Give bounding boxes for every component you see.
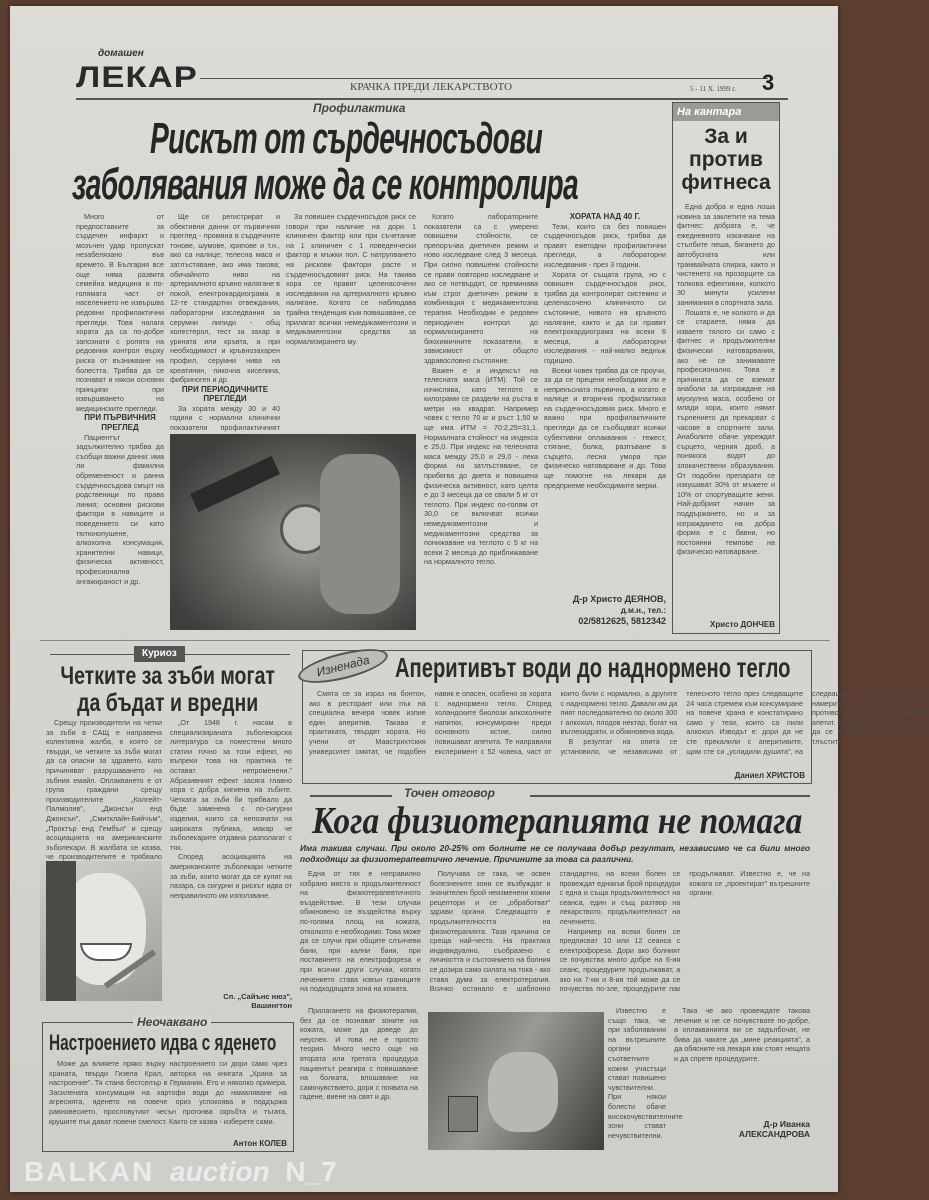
- patient-shape: [488, 1052, 558, 1132]
- issue-date: 5 - 11 X. 1999 г.: [690, 85, 736, 93]
- newspaper-page: [10, 6, 929, 1192]
- physio-headline: Кога физиотерапията не помага: [312, 800, 803, 842]
- kurioz-label: Куриоз: [134, 646, 185, 662]
- paragraph: Всеки човек трябва да се проучи, за да се прецени необходима ли е непрекъсната първична, а когато е налице и вторична профилактика на сърдечносъдовия риск. Много е важно при профилактичните прегледи да се съобщават всички субективни оплаквания - тежест, стягане, болка, разпъване в сърцето, лесна умора при физическо натоварване и др. Това ще помогне на лекаря да предприеме необходимите мерки.: [544, 365, 666, 490]
- paragraph: Получава се така, че освен болезнените зони се възбуждат и значителен брой неизменени кожни рецептори и се „обработват" здрави органи. Следващото е продължителността на физиотерапията. Тази причина се среща най-често. На практика индивидуално, съобразено с личността и състоянието на болния се дозира само силата на тока - ако става дума за електротерапия. Всичко останало е шаблонно стандартно, на всеки болен се провеждат еднакъв брой процедури с една и съща продължителност на сеанса, един и същ разтвор на лекарството, продължителност на лечението.: [429, 869, 681, 994]
- paragraph: Една добра и една лоша новина за заклетите на тема фитнес: добрата е, че ежедневното изкачване на стълбите пеша, бягането до автобусната или трамвайната спирка, както и чистенето на прозорците са толкова ефективни, колкото 30 минути усилени занимания в спортната зала.: [677, 202, 775, 307]
- headline-line: да бъдат и вредни: [77, 689, 259, 717]
- paragraph: „От 1948 г. насам в специализираната зъболекарска литература са поместени много статии точно за този ефект, но въпреки това на практика те остават непроменени." Абразивният ефект засяга главно хора с добра хигиена на зъбите. Четката за зъби би трябвало да бъде заменена с по-сигурни изделия, които са непознати на широката публика, макар че зъболекарите отдавна разполагат с тях.: [170, 718, 292, 852]
- newspaper-logo: ЛЕКАР: [76, 61, 198, 94]
- mood-food-box: [42, 1015, 294, 1152]
- byline-city: Вашингтон: [251, 1001, 292, 1010]
- paragraph: Може да влияете пряко върху настроението си дори само чрез храната, твърди Гизела Крал, авторка на книгата „Храна за настроение". Тя стана бестселър в Германия. Ето и няколко примера. Засилената консумация на картофи води до намаляване на агресията, яденето на повече ориз успокоява и поддържа равновесието, прословутият чесън прогонва скръбта и тъгата, крушите пък дават повече смелост. Както се казва - изберете сами.: [49, 1059, 287, 1126]
- paragraph: Според асоциацията на американските зъболекари четките за зъби, които могат да се купят на пазара, са сигурни и рискът идва от неправилното им използване.: [170, 852, 292, 900]
- main-article-column-5: [544, 212, 666, 572]
- headline-line: Четките за зъби могат: [60, 662, 275, 690]
- masthead-tagline: КРАЧКА ПРЕДИ ЛЕКАРСТВОТО: [350, 81, 513, 93]
- physio-column-1-bottom: [300, 1006, 418, 1142]
- paragraph: В резултат на опита се установило, че независимо от телесното тегло през следващите 24 часа стремеж към консумиране на повече храна е констатирано само у тези, които са пили алкохол. Изводът е: дори да не сте прекалили с аперитивите, щом сте си „усладили душата", на следващия ден трябва да намерите и воля да се противопоставите на повишения апетит. Иначе има опасност скоро да се наредите в кохортата на тлъстите.: [560, 689, 929, 756]
- paragraph: Срещу производители на четки за зъби в САЩ е направена колективна жалба, в която се твърди, че четките за зъби могат да са опасни за здравето, като причиняват разрушаването на зъбния емайл. Оплакването е от група граждани срещу производителите „Колгейт-Палмолив", „Джонсън енд Джонсън", „Смитклайн-Бийчъм", „Проктър енд Гембъл" и срещу асоциацията на американските зъболекари. В жалбата се казва, че производителите е трябвало: [46, 718, 162, 862]
- masthead-rule-bottom: [76, 98, 788, 100]
- byline-author: АЛЕКСАНДРОВА: [738, 1129, 810, 1139]
- paragraph: За хората между 30 и 40 години с нормални клинични показатели профилактичният: [170, 403, 280, 433]
- physio-deck: Има такива случаи. При около 20-25% от болните не се получава добър резултат, независимо че са били много подходящи за физиотерапевтично лечение. Причините за това са различни.: [300, 843, 810, 864]
- arm-shape: [320, 454, 400, 614]
- paragraph: Хората от същата група, но с повишен сърдечносъдов риск, трябва да контролират системно и целенасочено клиничното си състояние, нивото на кръвното налягане, както и да си правят електрокардиограма на всеки 6 месеца, а лабораторни изследвания - най-малко веднъж годишно.: [544, 269, 666, 365]
- sidebar-byline: Христо ДОНЧЕВ: [710, 620, 775, 629]
- sidebar-title-line: фитнеса: [681, 171, 771, 194]
- watermark-line: N_7: [285, 1156, 337, 1187]
- byline-source: Сп. „Сайънс нюз",: [223, 992, 292, 1001]
- byline-phone: 02/5812625, 5812342: [578, 616, 666, 626]
- physio-byline: [674, 1119, 810, 1139]
- page-number: 3: [762, 70, 775, 95]
- subhead: ПРИ ПЕРИОДИЧНИТЕ ПРЕГЛЕДИ: [181, 384, 269, 404]
- aperitif-box: [302, 650, 929, 784]
- subhead: ХОРАТА НАД 40 Г.: [569, 212, 641, 221]
- main-article-kicker: Профилактика: [313, 101, 406, 115]
- byline-title: д.м.н., тел.:: [620, 606, 666, 615]
- cuff-tube-shape: [190, 456, 280, 512]
- kicker-rule-left: [310, 795, 392, 797]
- main-article-column-3: [286, 212, 416, 430]
- physio-body-top: [300, 869, 810, 1003]
- watermark-line: auction: [170, 1156, 270, 1187]
- sidebar-body: [677, 202, 775, 592]
- kicker-rule-right: [530, 795, 810, 797]
- aperitif-headline: Аперитивът води до наднормено тегло: [395, 652, 791, 683]
- paragraph: Лошата е, че колкото и да се стараете, няма да изваете тялото си само с фитнес и продължителни физически натоварвания, ако не се занимавате професионално. Това е причината да се вземат анаболи за изграждане на мускулна маса, особено от млади хора, които нямат търпението да прекарват с часове в спортните зали. Анаболите обаче увреждат сърцето, черния дроб, а понякога водят до злокачествени образувания. От подобни препарати се изкушават 30% от мъжете и 10% от спортуващите жени. Най-добрият начин за поддържането, но и за изграждането на добра форма е с бавни, но постоянни темпове на физическо натоварване.: [677, 307, 775, 557]
- paragraph: Ще се регистрират и обективни данни от първичния преглед - промяна в сърдечните тонове, шумове, хрипове и т.н., ако са налице; телесна маса и затлъстяване, ако има такова; обичайното ниво на артериалното кръвно налягане в покой, електрокардиограма в 12-те стандартни отвеждания, лабораторни изследвания за серумни липиди - общ холестерол, тест за захар в урината или кръвта, а при необходимост и кръвнозахарен профил, серумни нива на креатинин, пикочна киселина, фибриноген и др.: [170, 212, 280, 385]
- logo-subtitle: домашен: [98, 48, 144, 59]
- kurioz-byline: [170, 992, 292, 1010]
- neochakvano-headline: Настроението идва с яденето: [49, 1030, 277, 1055]
- hair-shape: [46, 861, 76, 1001]
- paragraph: Тези, които са без повишен сърдечносъдов риск, трябва да правят ежегодни профилактични прегледи, а лабораторни изследвания - през 3 години.: [544, 221, 666, 269]
- neochakvano-body: [49, 1059, 287, 1131]
- smiling-woman-photo: [40, 861, 162, 1001]
- physiotherapy-photo: [428, 1012, 604, 1150]
- paragraph: Пациентът задължително трябва да съобщи важни данни: има ли фамилна обремененост и ранна сърдечносъдова смърт на родственици по права линия; основни рискови фактори в навиците и поведението си като тютюнопушене, алкохолна консумация, хранителни навици, физическа активност, професионална ангажираност и др.: [76, 432, 164, 586]
- paragraph: За повишен сърдечносъдов риск се говори при наличие на дори 1 клиничен фактор или при съчетание на 1 клиничен с 1 поведенчески фактор и мъжки пол. С натрупването на рискови фактори расте и сърдечносъдовият риск. На такива хора се правят целенасочени изследвания на артериалното кръвно налягане. Когато се наблюдава трайна тенденция към повишаване, се прилагат всички немедикаментозни и медикаментозни средства за нормализирането му.: [286, 212, 416, 346]
- watermark-line: BALKAN: [24, 1156, 155, 1187]
- physio-narrow-column: [608, 1006, 683, 1142]
- sidebar-label: На кантара: [673, 103, 779, 121]
- main-headline-line1: Рискът от сърдечносъдови: [150, 114, 543, 163]
- paragraph: Важен е и индексът на телесната маса (ИТМ). Той се изчислява, като теглото в килограми се раздели на ръста в метри на квадрат. Например човек с тегло 70 кг и ръст 1,50 м ще има ИТМ = 70:2,25=31,1. Нормалната стойност на индекса е 25,0. При индекс на телесната маса между 25,0 и 29,0 - лека форма на затлъстяване, се прибягва до диета и повишена физическа активност, като целта е до 3 месеца да се свали 5 кг от теглото. При индекс по-голям от 30,0 се включват всички немедикаментозни и медикаментозни средства за понижаване на теглото с 5 кг на всеки 2 месеца до приближаване на нормалното тегло.: [424, 365, 538, 567]
- sidebar-title-line: За и: [704, 125, 748, 148]
- main-article-column-4: [424, 212, 538, 632]
- main-headline-line2: заболявания може да се контролира: [72, 160, 578, 209]
- physio-kicker: Точен отговор: [404, 786, 495, 800]
- aperitif-byline: Даниел ХРИСТОВ: [734, 771, 805, 780]
- aperitif-body: [309, 689, 929, 765]
- neochakvano-byline: Антон КОЛЕВ: [233, 1139, 287, 1148]
- main-article-column-1: [76, 212, 164, 632]
- paragraph: Когато лабораторните показатели са с умерено повишени стойности, се препоръчва диетичен режим и ново изследване след 3 месеца. При силно повишени стойности се прави повторно изследване и ако се потвърдят, се преминава към строг диетичен режим в комбинация с медикаментозна терапия. Необходим е редовен периодичен контрол до нормализирането на биохимичните показатели, в зависимост от общото здравословно състояние.: [424, 212, 538, 365]
- fitness-sidebar-box: [672, 102, 780, 634]
- physio-column-4-bottom: [674, 1006, 810, 1116]
- kurioz-column-2: [170, 718, 292, 990]
- kurioz-column-1: [46, 718, 162, 862]
- paragraph: Така че ако провеждате такова лечение и не се почувствате по-добре, а оплакванията ви се задълбочат, не бива да чакате да „мине реакцията", а да обясните на лекаря как стоят нещата и да спрете процедурите.: [674, 1006, 810, 1063]
- neochakvano-kicker: Неочаквано: [133, 1015, 211, 1029]
- blood-pressure-photo: [170, 434, 416, 630]
- sidebar-title-line: против: [689, 148, 763, 171]
- paragraph: Смята се за израз на бонтон, ако в ресторант или пък на специална вечеря човек изпие един аперитив. Такава е практиката, твърдят хората. Но учени от Маастрихтския университет смятат, че подобен навик е опасен, особено за хората с наднормено тегло. Според холандските биолози алкохолните напитки, консумирани преди основното ястие, силно повишават апетита. Те направили експеримент с 52 човека, част от които били с нормално, а другите с наднормено тегло. Давали им да пият последователно по около 300 г алкохол, плодов нектар, богат на въглехидрати, и обикновена вода.: [309, 689, 678, 756]
- device-shape: [448, 1096, 478, 1132]
- paragraph: Например на всеки болен се предписват 10 или 12 сеанса с електрофореза. Дори ако болният се почувства много добре на 6-ия сеанс, процедурите продължават, а ако на 7-ия и 8-ия той може да се почувства по-зле, процедурите пак продължават. Известно е, че на кожата се „проектират" вътрешните органи.: [559, 869, 810, 994]
- paragraph: Известно е също така, че при заболявания на вътрешните органи съответните кожни участъци стават повишено чувствителни. При някои болести обаче високочувствителните зони стават нечувствителни.: [608, 1006, 683, 1140]
- paragraph: Прилагането на физиотерапия, без да се познават зоните на кожата, може да доведе до неуспех. И това не е просто теория. Много често още на втората или третата процедура пациентът реагира с повишаване на болката, влошаване на самочувствието, дори с появата на гадене, виене на свят и др.: [300, 1006, 418, 1102]
- kurioz-headline: [46, 663, 289, 717]
- masthead-rule-top: [200, 78, 768, 79]
- surprise-badge: Изненада: [295, 642, 391, 689]
- paragraph: Една от тях е неправилно избрано място и продължителност на физиотерапевтичното въздействие. В тези случаи обикновено се въздейства върху по-голяма площ на кожата, отколкото е необходимо. Това може да се случи при общите слънчеви бани, при кални бани, при поставянето на електрофореза и при всички други случаи, когато лечението става извън границите на подходящата зона на кожата.: [300, 869, 421, 994]
- sidebar-title: [673, 125, 779, 194]
- main-article-column-2: [170, 212, 280, 433]
- paragraph: Много от предпоставките за сърдечен инфаркт и мозъчен удар пропускат незабелязано във времето. В България все още няма развита семейна медицина и по-голямата част от населението не извършва редовни профилактични прегледи. Това налага хората да са по-добре запознати с ролята на редовния контрол върху риска от възникване на болестта. Трябва да се познават и някои основни принципи при извършването на медицинските прегледи.: [76, 212, 164, 413]
- byline-title: Д-р Иванка: [763, 1119, 810, 1129]
- subhead: ПРИ ПЪРВИЧНИЯ ПРЕГЛЕД: [84, 413, 156, 433]
- byline-author: Д-р Христо ДЕЯНОВ,: [572, 594, 666, 604]
- auction-watermark: [24, 1156, 337, 1188]
- main-article-byline: [544, 594, 666, 627]
- section-divider: [40, 640, 830, 641]
